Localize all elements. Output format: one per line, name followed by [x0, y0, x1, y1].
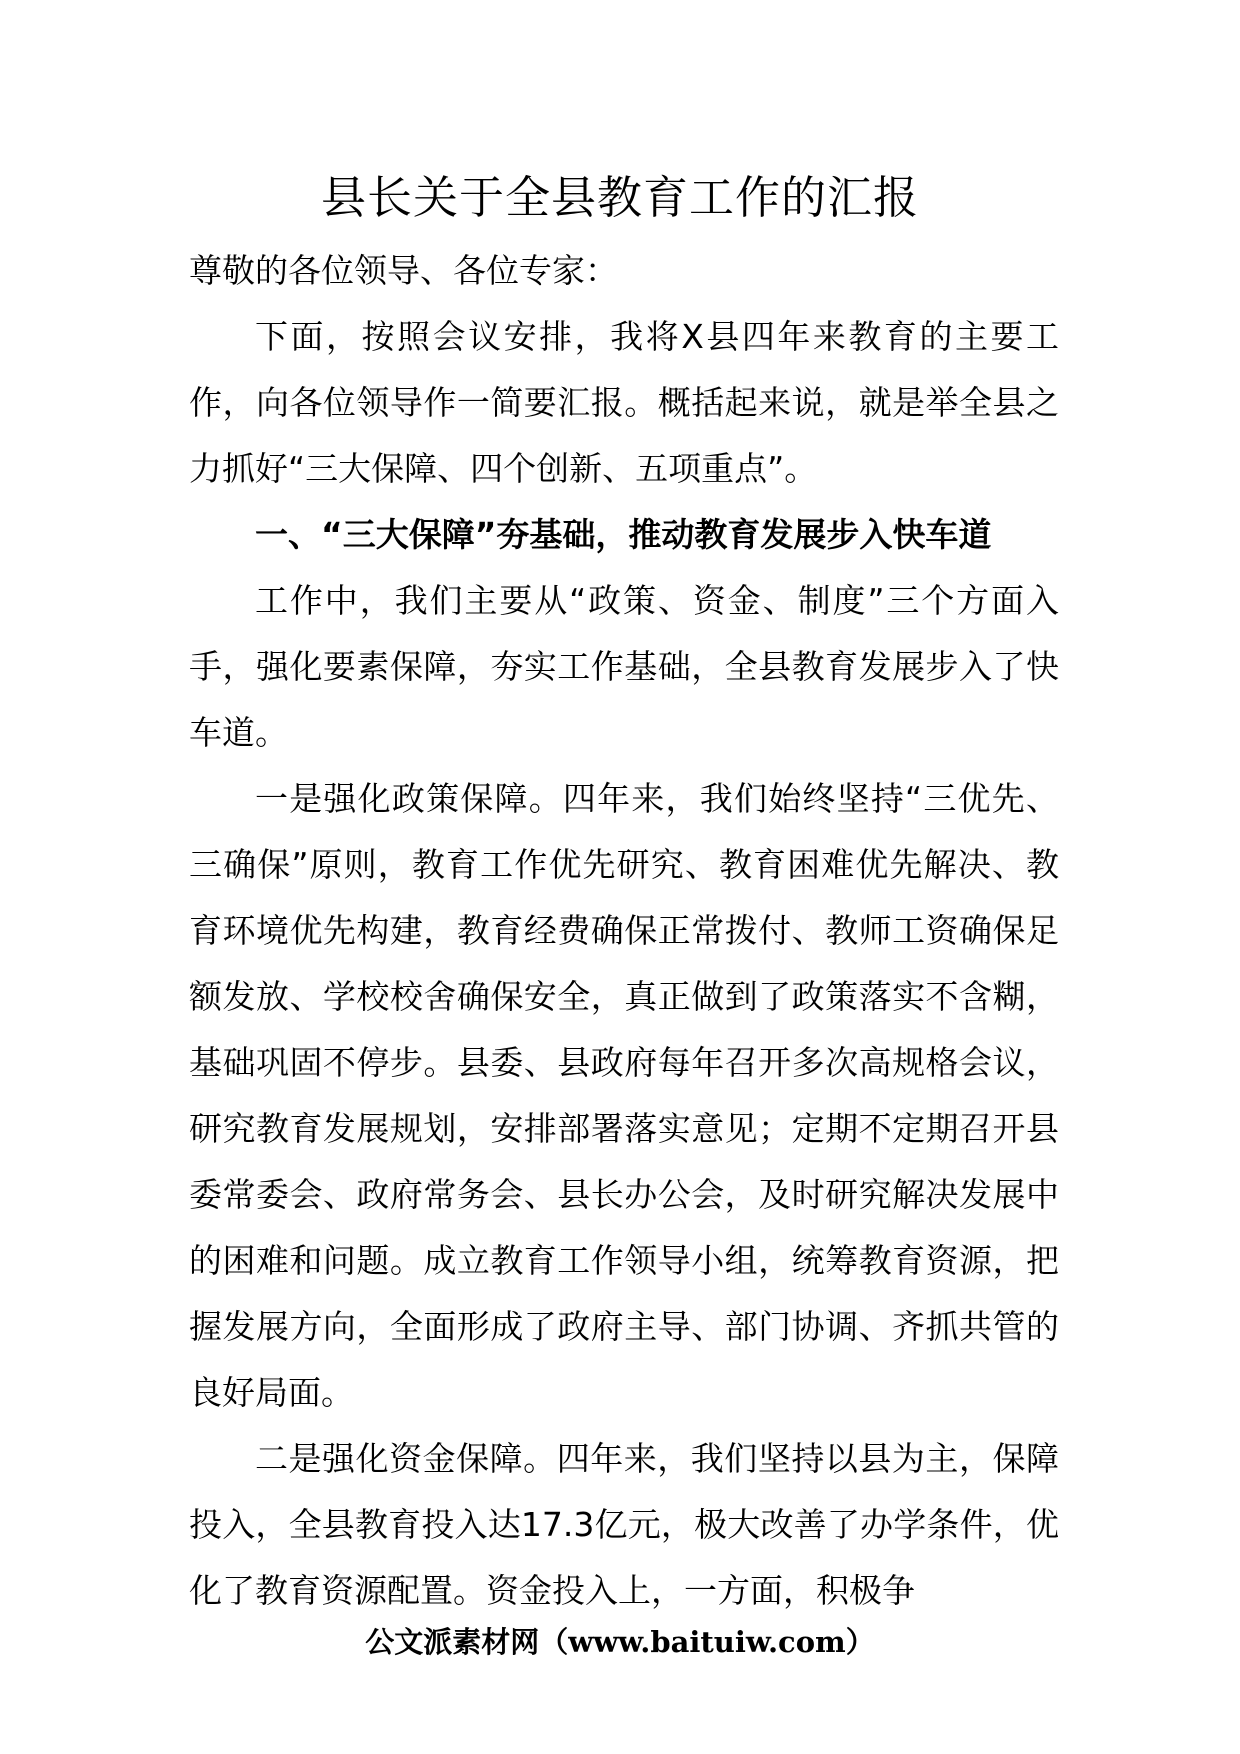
- footer-watermark: 公文派素材网（www.baituiw.com）: [365, 1625, 875, 1659]
- paragraph-section-one-intro: 工作中，我们主要从“政策、资金、制度”三个方面入手，强化要素保障，夯实工作基础，全县教育发展步入了快车道。: [189, 581, 1059, 752]
- salutation: 尊敬的各位领导、各位专家：: [189, 251, 618, 290]
- paragraph-funding-guarantee: 二是强化资金保障。四年来，我们坚持以县为主，保障投入，全县教育投入达17.3亿元，极大改善了办学条件，优化了教育资源配置。资金投入上，一方面，积极争: [189, 1439, 1059, 1610]
- paragraph-intro: 下面，按照会议安排，我将X县四年来教育的主要工作，向各位领导作一简要汇报。概括起来说，就是举全县之力抓好“三大保障、四个创新、五项重点”。: [189, 317, 1059, 488]
- document-title: 县长关于全县教育工作的汇报: [320, 171, 919, 224]
- document-body: [189, 238, 1059, 1624]
- section-heading-one: 一、“三大保障”夯基础，推动教育发展步入快车道: [255, 515, 992, 554]
- paragraph-policy-guarantee: 一是强化政策保障。四年来，我们始终坚持“三优先、三确保”原则，教育工作优先研究、教育困难优先解决、教育环境优先构建，教育经费确保正常拨付、教师工资确保足额发放、学校校舍确保安全，真正做到了政策落实不含糊，基础巩固不停步。县委、县政府每年召开多次高规格会议，研究教育发展规划，安排部署落实意见；定期不定期召开县委常委会、政府常务会、县长办公会，及时研究解决发展中的困难和问题。成立教育工作领导小组，统筹教育资源，把握发展方向，全面形成了政府主导、部门协调、齐抓共管的良好局面。: [189, 779, 1059, 1412]
